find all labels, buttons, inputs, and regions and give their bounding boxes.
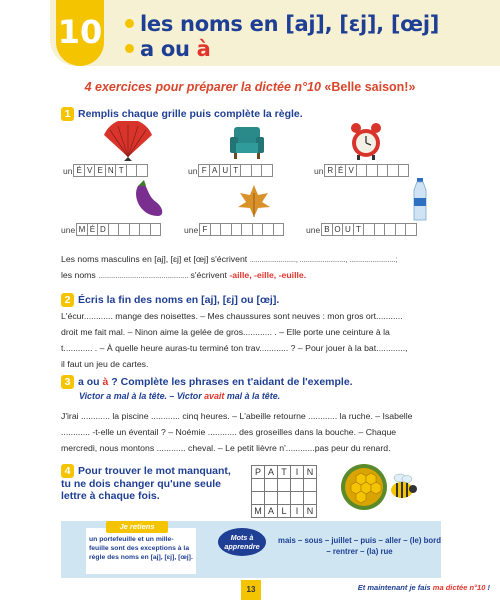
word-ladder-row-bottom	[252, 505, 317, 518]
ladder-cell: I	[290, 465, 304, 479]
ladder-cell[interactable]	[277, 491, 291, 505]
word-grid-5: une F	[184, 223, 284, 236]
word-grid-4: une M É D	[61, 223, 161, 236]
page-number: 13	[241, 580, 261, 600]
words-to-learn: mais – sous – juillet – puis – aller – (le) bord – rentrer – (la) rue	[278, 536, 441, 556]
word-grid-3: un R É V	[314, 164, 409, 177]
word-grid-2: un F A U T	[188, 164, 273, 177]
grid-cell[interactable]: M	[76, 223, 88, 236]
retiens-tag: Je retiens	[106, 521, 168, 533]
grid-cell[interactable]: B	[321, 223, 333, 236]
grid-cell[interactable]: A	[209, 164, 221, 177]
rule-line-1: Les noms masculins en [aj], [ɛj] et [œj] s'écrivent ........................, ........................, ........................;	[61, 254, 397, 264]
ladder-cell[interactable]	[277, 478, 291, 492]
ladder-cell: T	[277, 465, 291, 479]
mots-a-apprendre-bubble: Mots à apprendre	[218, 528, 266, 556]
page-title-line1: les noms en [aj], [ɛj], [œj]	[125, 12, 439, 36]
word-ladder-grid	[252, 466, 317, 518]
ladder-cell[interactable]	[290, 491, 304, 505]
grid-cell[interactable]: F	[199, 223, 211, 236]
bee-and-honeycomb-icon	[336, 462, 422, 512]
exercise-3-heading: 3 a ou à ? Complète les phrases en t'aidant de l'exemple.	[61, 375, 353, 389]
grid-cell[interactable]: U	[342, 223, 354, 236]
word-grid-1: un É V E N T	[63, 164, 148, 177]
footer-note: Et maintenant je fais ma dictée n°10 !	[357, 583, 490, 592]
grid-cell[interactable]: É	[335, 164, 347, 177]
page-title-line2: a ou à	[125, 37, 211, 61]
grid-cell[interactable]: É	[73, 164, 85, 177]
retiens-box: un portefeuille et un mille-feuille sont des exceptions à la règle des noms en [aj], [ɛj], [œj].	[85, 527, 197, 575]
grid-cell[interactable]	[273, 223, 285, 236]
grid-cell[interactable]	[405, 223, 417, 236]
ladder-cell: N	[303, 504, 317, 518]
bullet-icon	[125, 44, 134, 53]
grid-cell[interactable]	[398, 164, 410, 177]
ladder-cell: I	[290, 504, 304, 518]
exercise-1-heading: 1 Remplis chaque grille puis complète la règle.	[61, 107, 303, 121]
rule-line-2: les noms ............................................... s'écrivent -aille, -eille, -euille.	[61, 270, 307, 280]
bullet-icon	[125, 19, 134, 28]
grid-cell[interactable]: T	[115, 164, 127, 177]
exercise-3-text: J'irai ............ la piscine ............ cinq heures. – L'abeille retourne ............ la ruche. – Isabelle ............ -t-elle un éventail ? – Noémie ............ des groseilles dans la bouche. – Chaque mercredi, nous montons ............ cheval. – Le petit lièvre n'............pas peur du renard.	[61, 411, 413, 453]
ladder-cell[interactable]	[251, 478, 265, 492]
ladder-cell: N	[303, 465, 317, 479]
eggplant-icon	[130, 180, 166, 220]
grid-cell[interactable]: O	[332, 223, 344, 236]
grid-cell[interactable]: V	[84, 164, 96, 177]
grid-cell[interactable]: D	[97, 223, 109, 236]
grid-cell[interactable]: R	[324, 164, 336, 177]
leaf-icon	[236, 183, 272, 219]
grid-cell[interactable]: T	[353, 223, 365, 236]
grid-cell[interactable]	[150, 223, 162, 236]
ladder-cell: P	[251, 465, 265, 479]
ladder-cell[interactable]	[290, 478, 304, 492]
ladder-cell: L	[277, 504, 291, 518]
alarm-clock-icon	[349, 121, 383, 161]
grid-cell[interactable]: É	[87, 223, 99, 236]
grid-cell[interactable]: V	[345, 164, 357, 177]
ladder-cell: M	[251, 504, 265, 518]
armchair-icon	[228, 123, 266, 161]
grid-cell[interactable]: N	[105, 164, 117, 177]
exercise-3-example: Victor a mal à la tête. – Victor avait mal à la tête.	[79, 391, 281, 401]
ladder-cell[interactable]	[251, 491, 265, 505]
ladder-cell[interactable]	[303, 491, 317, 505]
exercise-2-heading: 2 Écris la fin des noms en [aj], [ɛj] ou [œj].	[61, 293, 279, 307]
page-subtitle: 4 exercices pour préparer la dictée n°10 «Belle saison!»	[84, 80, 416, 94]
ladder-cell[interactable]	[264, 478, 278, 492]
ladder-cell[interactable]	[303, 478, 317, 492]
rule-text	[61, 251, 439, 283]
exercise-4-heading: 4 Pour trouver le mot manquant, tu ne dois changer qu'une seule lettre à chaque fois.	[61, 465, 231, 502]
exercise-2-text: L'écur............ mange des noisettes. – Mes chaussures sont neuves : mon gros ort........... droit me fait mal. – Ninon aime la gelée de gros............ . – Elle porte une ceinture à la t............ . – À quelle heure auras-tu terminé ton trav............ ? – Pour jouer à la bat............, il faut un jeu de cartes.	[61, 311, 408, 369]
lesson-number: 10	[56, 0, 104, 66]
grid-cell[interactable]	[261, 164, 273, 177]
grid-cell[interactable]: E	[94, 164, 106, 177]
grid-cell[interactable]: T	[230, 164, 242, 177]
grid-cell[interactable]: U	[219, 164, 231, 177]
word-grid-6: une B O U T	[306, 223, 417, 236]
fan-icon	[100, 121, 156, 161]
water-bottle-icon	[410, 178, 430, 222]
grid-cell[interactable]	[136, 164, 148, 177]
ladder-cell: A	[264, 504, 278, 518]
ladder-cell[interactable]	[264, 491, 278, 505]
ladder-cell: A	[264, 465, 278, 479]
grid-cell[interactable]: F	[198, 164, 210, 177]
